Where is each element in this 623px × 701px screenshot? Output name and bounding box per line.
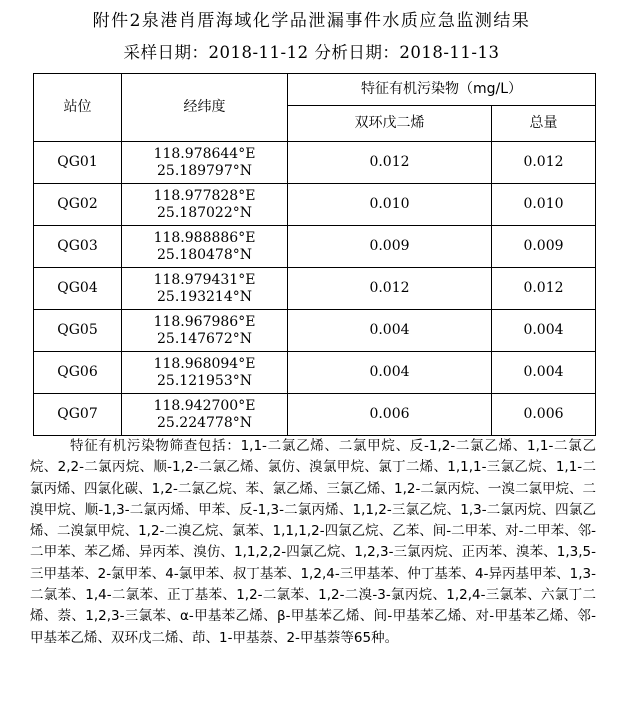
station-cell: QG06 — [34, 352, 122, 394]
table-row — [34, 394, 596, 436]
table-row — [34, 352, 596, 394]
longitude: 118.967986°E — [153, 313, 256, 330]
latitude: 25.187022°N — [157, 204, 252, 221]
total-cell: 0.012 — [492, 268, 596, 310]
document-title: 附件2泉港肖厝海域化学品泄漏事件水质应急监测结果 — [92, 11, 531, 31]
table-row — [34, 142, 596, 184]
coordinate-cell — [122, 310, 288, 352]
dcpd-cell: 0.010 — [288, 184, 492, 226]
table-row — [34, 310, 596, 352]
station-cell: QG07 — [34, 394, 122, 436]
total-cell: 0.012 — [492, 142, 596, 184]
latitude: 25.121953°N — [157, 372, 252, 389]
longitude: 118.979431°E — [153, 271, 256, 288]
dcpd-cell: 0.012 — [288, 142, 492, 184]
dcpd-cell: 0.009 — [288, 226, 492, 268]
total-cell: 0.006 — [492, 394, 596, 436]
total-cell: 0.004 — [492, 352, 596, 394]
latitude: 25.147672°N — [157, 330, 252, 347]
total-cell: 0.010 — [492, 184, 596, 226]
coordinate-cell — [122, 142, 288, 184]
total-cell: 0.004 — [492, 310, 596, 352]
sampling-dates: 采样日期：2018-11-12 分析日期：2018-11-13 — [123, 43, 500, 62]
longitude: 118.977828°E — [153, 187, 256, 204]
table-row — [34, 268, 596, 310]
dcpd-cell: 0.004 — [288, 310, 492, 352]
latitude: 25.180478°N — [157, 246, 252, 263]
table-row — [34, 184, 596, 226]
header-coordinates: 经纬度 — [122, 74, 288, 142]
dcpd-cell: 0.004 — [288, 352, 492, 394]
dcpd-cell: 0.012 — [288, 268, 492, 310]
longitude: 118.978644°E — [153, 145, 256, 162]
header-total: 总量 — [492, 106, 596, 142]
latitude: 25.224778°N — [157, 414, 252, 431]
screening-note: 特征有机污染物筛查包括：1,1-二氯乙烯、二氯甲烷、反-1,2-二氯乙烯、1,1-二氯乙烷、2,2-二氯丙烷、顺-1,2-二氯乙烯、氯仿、溴氯甲烷、氯丁二烯、1,1,1-三氯乙烷、1,1-二氯丙烯、四氯化碳、1,2-二氯乙烷、苯、氯乙烯、三氯乙烯、1,2-二氯丙烷、一溴二氯甲烷、二溴甲烷、顺-1,3-二氯丙烯、甲苯、反-1,3-二氯丙烯、1,1,2-三氯乙烷、1,3-二氯丙烷、四氯乙烯、二溴氯甲烷、1,2-二溴乙烷、氯苯、1,1,1,2-四氯乙烷、乙苯、间-二甲苯、对-二甲苯、邻-二甲苯、苯乙烯、异丙苯、溴仿、1,1,2,2-四氯乙烷、1,2,3-三氯丙烷、正丙苯、溴苯、1,3,5-三甲基苯、2-氯甲苯、4-氯甲苯、叔丁基苯、1,2,4-三甲基苯、仲丁基苯、4-异丙基甲苯、1,3-二氯苯、1,4-二氯苯、正丁基苯、1,2-二氯苯、1,2-二溴-3-氯丙烷、1,2,4-三氯苯、六氯丁二烯、萘、1,2,3-三氯苯、α-甲基苯乙烯、β-甲基苯乙烯、间-甲基苯乙烯、对-甲基苯乙烯、邻-甲基苯乙烯、双环戊二烯、茚、1-甲基萘、2-甲基萘等65种。 — [30, 438, 596, 646]
coordinate-cell — [122, 184, 288, 226]
total-cell: 0.009 — [492, 226, 596, 268]
station-cell: QG03 — [34, 226, 122, 268]
station-cell: QG04 — [34, 268, 122, 310]
station-cell: QG01 — [34, 142, 122, 184]
header-dicyclopentadiene: 双环戊二烯 — [288, 106, 492, 142]
coordinate-cell — [122, 394, 288, 436]
table-row — [34, 226, 596, 268]
coordinate-cell — [122, 268, 288, 310]
longitude: 118.968094°E — [153, 355, 256, 372]
longitude: 118.988886°E — [153, 229, 256, 246]
monitoring-results-table — [33, 73, 596, 436]
coordinate-cell — [122, 226, 288, 268]
latitude: 25.189797°N — [157, 162, 252, 179]
dcpd-cell: 0.006 — [288, 394, 492, 436]
coordinate-cell — [122, 352, 288, 394]
header-organic-pollutants: 特征有机污染物（mg/L） — [288, 74, 596, 106]
station-cell: QG02 — [34, 184, 122, 226]
latitude: 25.193214°N — [157, 288, 252, 305]
longitude: 118.942700°E — [153, 397, 256, 414]
header-station: 站位 — [34, 74, 122, 142]
station-cell: QG05 — [34, 310, 122, 352]
